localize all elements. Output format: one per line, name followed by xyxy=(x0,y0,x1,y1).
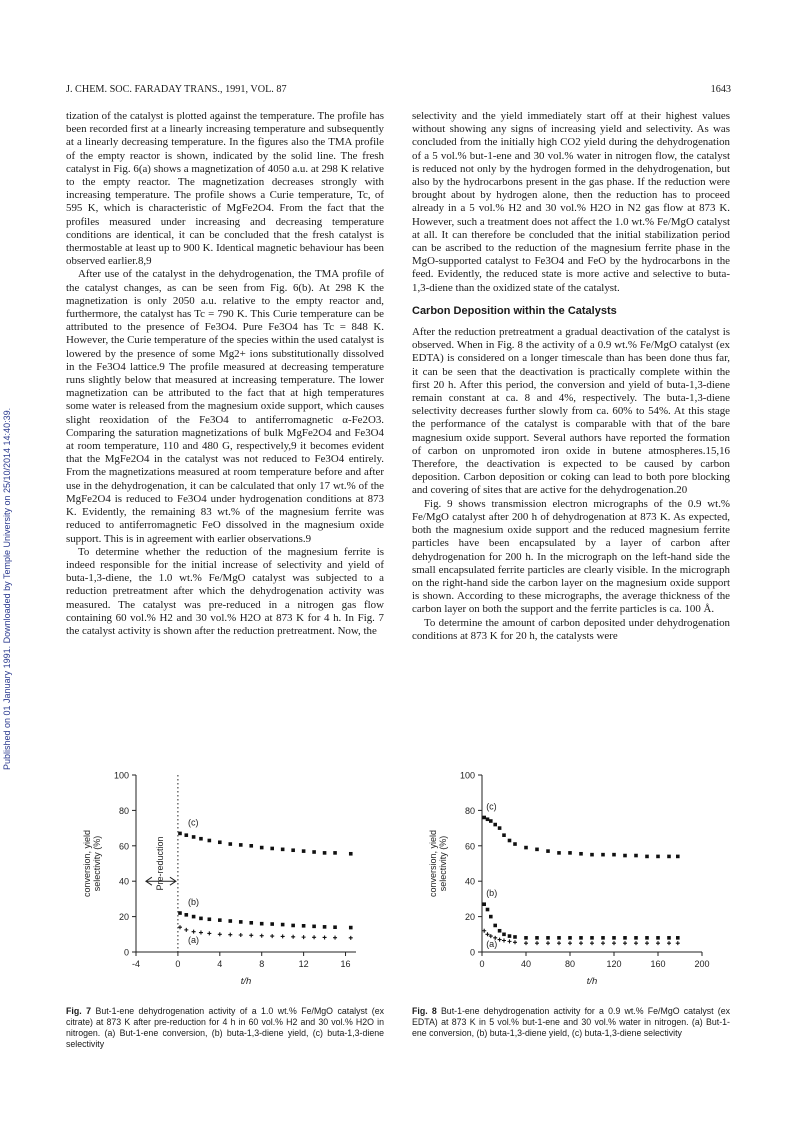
data-point xyxy=(557,851,561,855)
data-point xyxy=(333,936,337,940)
figure-8-chart xyxy=(412,765,730,1003)
caption-label: Fig. 8 xyxy=(412,1006,437,1016)
data-point xyxy=(349,926,353,930)
data-point xyxy=(590,936,594,940)
paragraph: To determine the amount of carbon deposited under dehydrogenation conditions at 873 K for 20 h, the catalysts were xyxy=(412,616,730,642)
data-point xyxy=(184,928,188,932)
data-point xyxy=(208,917,212,921)
data-point xyxy=(513,842,517,846)
section-heading: Carbon Deposition within the Catalysts xyxy=(412,304,617,317)
x-tick-label: 0 xyxy=(479,959,485,969)
data-point xyxy=(645,941,649,945)
paragraph: tization of the catalyst is plotted against the temperature. The profile has been recorded first at a linearly increasing temperature and subsequently at a linearly decreasing temperature. In the figures also the TMA profile of the empty reactor is shown, indicated by the solid line. The fresh catalyst in Fig. 6(a) shows a magnetization of 4050 a.u. at 298 K relative to the empty reactor. The magnetization decreases strongly with increasing temperature. The profile shows a Curie temperature, Tc, of 595 K, which is characteristic of MgFe2O4. From the fact that the profiles measured under increasing and decreasing temperature conditions are identical, it can be concluded that the fresh catalyst is thermostable at least up to 900 K. Identical magnetic behaviour has been observed earlier.8,9 xyxy=(66,110,384,268)
data-point xyxy=(302,924,306,928)
data-point xyxy=(623,854,627,858)
data-point xyxy=(260,934,264,938)
paragraph: To determine whether the reduction of the magnesium ferrite is indeed responsible for the initial increase of selectivity and yield of buta-1,3-diene, the 1.0 wt.% Fe/MgO catalyst was subjected to a reduction pretreatment after which the dehydrogenation activity was measured. The catalyst was pre-reduced in a nitrogen gas flow containing 60 vol.% H2 and 30 vol.% H2O at 873 K for 4 h. In Fig. 7 the catalyst activity is shown after the reduction pretreatment. Now, the xyxy=(66,545,384,637)
data-point xyxy=(579,936,583,940)
data-point xyxy=(535,848,539,852)
data-point xyxy=(676,936,680,940)
data-point xyxy=(656,855,660,859)
series-label: (a) xyxy=(486,938,498,949)
data-point xyxy=(502,933,506,937)
data-point xyxy=(568,936,572,940)
data-point xyxy=(302,935,306,939)
data-point xyxy=(524,941,528,945)
data-point xyxy=(260,846,264,850)
x-tick-label: 200 xyxy=(694,959,710,969)
data-point xyxy=(184,833,188,837)
data-point xyxy=(612,941,616,945)
x-tick-label: 160 xyxy=(650,959,666,969)
data-point xyxy=(508,939,512,943)
journal-citation: J. CHEM. SOC. FARADAY TRANS., 1991, VOL. 87 xyxy=(66,84,287,95)
data-point xyxy=(270,922,274,926)
data-point xyxy=(323,925,327,929)
y-tick-label: 0 xyxy=(469,947,475,958)
x-axis-label: t/h xyxy=(240,976,252,987)
data-point xyxy=(239,920,243,924)
data-point xyxy=(557,941,561,945)
data-point xyxy=(590,853,594,857)
y-axis-label: selectivity (%) xyxy=(92,835,102,892)
x-axis-label: t/h xyxy=(586,976,598,987)
y-axis-label: selectivity (%) xyxy=(438,835,448,892)
y-tick-label: 0 xyxy=(123,947,129,958)
figure-8 xyxy=(412,765,730,1003)
y-tick-label: 100 xyxy=(459,770,475,781)
data-point xyxy=(218,918,222,922)
data-point xyxy=(513,940,517,944)
left-column xyxy=(66,110,384,638)
y-tick-label: 80 xyxy=(118,805,129,816)
data-point xyxy=(623,936,627,940)
x-tick-label: 4 xyxy=(217,959,223,969)
y-axis-label: conversion, yield xyxy=(428,829,438,898)
data-point xyxy=(601,941,605,945)
data-point xyxy=(281,848,285,852)
data-point xyxy=(623,941,627,945)
x-tick-label: 16 xyxy=(340,959,351,969)
series-label: (b) xyxy=(188,897,199,908)
data-point xyxy=(270,847,274,851)
data-point xyxy=(634,854,638,858)
x-tick-label: 120 xyxy=(606,959,622,969)
data-point xyxy=(590,941,594,945)
figure-7-chart xyxy=(66,765,384,1003)
data-point xyxy=(281,934,285,938)
data-point xyxy=(498,826,502,830)
data-point xyxy=(524,936,528,940)
data-point xyxy=(239,843,243,847)
data-point xyxy=(524,846,528,850)
data-point xyxy=(546,941,550,945)
data-point xyxy=(333,925,337,929)
data-point xyxy=(546,849,550,853)
data-point xyxy=(192,915,196,919)
series-label: (b) xyxy=(486,888,498,899)
x-tick-label: 8 xyxy=(259,959,265,969)
right-column xyxy=(412,110,730,643)
data-point xyxy=(302,849,306,853)
data-point xyxy=(312,925,316,929)
x-tick-label: 80 xyxy=(564,959,576,969)
x-tick-label: 12 xyxy=(298,959,309,969)
data-point xyxy=(568,851,572,855)
data-point xyxy=(557,936,561,940)
data-point xyxy=(568,941,572,945)
caption-text: But-1-ene dehydrogenation activity of a 1.0 wt.% Fe/MgO catalyst (ex citrate) at 873 K after pre-reduction for 4 h in 60 vol.% H2 and 30 vol.% H2O in nitrogen. (a) But-1-ene conversion, (b) buta-1,3-diene yield, (c) buta-1,3-diene selectivity xyxy=(66,1006,384,1049)
data-point xyxy=(612,936,616,940)
data-point xyxy=(493,823,497,827)
page-number: 1643 xyxy=(710,84,731,95)
data-point xyxy=(667,936,671,940)
series-label: (c) xyxy=(188,817,199,828)
data-point xyxy=(249,844,253,848)
figure-8-caption xyxy=(412,1006,730,1039)
data-point xyxy=(486,908,490,912)
data-point xyxy=(291,935,295,939)
y-axis-label: conversion, yield xyxy=(82,829,92,898)
y-tick-label: 100 xyxy=(113,770,129,781)
data-point xyxy=(667,941,671,945)
data-point xyxy=(498,929,502,933)
data-point xyxy=(498,938,502,942)
data-point xyxy=(502,833,506,837)
data-point xyxy=(535,941,539,945)
data-point xyxy=(612,853,616,857)
data-point xyxy=(291,924,295,928)
data-point xyxy=(291,848,295,852)
caption-label: Fig. 7 xyxy=(66,1006,91,1016)
x-tick-label: 40 xyxy=(520,959,532,969)
data-point xyxy=(178,925,182,929)
y-tick-label: 80 xyxy=(464,805,475,816)
data-point xyxy=(579,852,583,856)
data-point xyxy=(260,922,264,926)
paragraph: After use of the catalyst in the dehydrogenation, the TMA profile of the catalyst changes, as can be seen from Fig. 6(b). At 298 K the magnetization is only 2050 a.u. relative to the empty reactor and, furthermore, the catalyst has Tc = 790 K. This Curie temperature can be attributed to the presence of Fe3O4. Pure Fe3O4 has Tc = 848 K. However, the Curie temperature of the species within the used catalyst is lowered by the presence of some Mg2+ ions substitutionally dissolved in the Fe3O4 lattice.9 The profile measured at decreasing temperature runs slightly below that measured at increasing temperature. The lower magnetization can be attributed to the fact that at high temperatures some water is released from the magnesium oxide support, which causes slight reoxidation of the Fe3O4 to antiferromagnetic α-Fe2O3. Comparing the saturation magnetizations of bulk MgFe2O4 and Fe3O4 at room temperature, 110 and 480 G, respectively,9 it becomes evident that the MgFe2O4 in the catalyst was not reduced to Fe3O4 entirely. From the magnetizations measured at room temperature before and after use in the dehydrogenation, it can be calculated that only 17 wt.% of the MgFe2O4 is reduced to Fe3O4 under hydrogenation conditions at 873 K. Evidently, the remaining 83 wt.% of the magnesium ferrite was reduced to antiferromagnetic FeO dissolved in the magnesium oxide support. This is in agreement with earlier observations.9 xyxy=(66,268,384,545)
data-point xyxy=(601,936,605,940)
pre-reduction-label: Pre-reduction xyxy=(154,836,165,891)
data-point xyxy=(482,929,486,933)
y-tick-label: 60 xyxy=(118,841,129,852)
data-point xyxy=(634,936,638,940)
data-point xyxy=(634,941,638,945)
y-tick-label: 20 xyxy=(118,912,129,923)
series-label: (a) xyxy=(188,935,199,946)
data-point xyxy=(645,855,649,859)
data-point xyxy=(178,911,182,915)
data-point xyxy=(323,851,327,855)
paragraph: Fig. 9 shows transmission electron micrographs of the 0.9 wt.% Fe/MgO catalyst after 200 h of dehydrogenation at 873 K. As expected, both the magnesium oxide support and the reduced magnesium ferrite particles have been encapsulated by a layer of carbon after dehydrogenation for 200 h. In the micrograph on the left-hand side the small encapsulated ferrite particles are clearly visible. In the micrograph on the right-hand side the carbon layer on the magnesium oxide support is shown. According to these micrographs, the average thickness of the carbon layer on both the support and the ferrite particles is ca. 100 Å. xyxy=(412,497,730,616)
data-point xyxy=(513,935,517,939)
data-point xyxy=(349,936,353,940)
data-point xyxy=(208,839,212,843)
data-point xyxy=(482,816,486,820)
data-point xyxy=(349,852,353,856)
data-point xyxy=(333,851,337,855)
y-tick-label: 20 xyxy=(464,912,475,923)
data-point xyxy=(656,936,660,940)
data-point xyxy=(178,832,182,836)
data-point xyxy=(281,923,285,927)
data-point xyxy=(676,855,680,859)
data-point xyxy=(493,924,497,928)
data-point xyxy=(199,917,203,921)
data-point xyxy=(270,934,274,938)
data-point xyxy=(192,930,196,934)
data-point xyxy=(489,819,493,823)
data-point xyxy=(482,902,486,906)
data-point xyxy=(645,936,649,940)
data-point xyxy=(535,936,539,940)
data-point xyxy=(502,938,506,942)
data-point xyxy=(228,842,232,846)
data-point xyxy=(199,837,203,841)
data-point xyxy=(249,921,253,925)
data-point xyxy=(667,855,671,859)
data-point xyxy=(579,941,583,945)
download-notice: Published on 01 January 1991. Downloaded by Temple University on 25/10/2014 14:40:39. xyxy=(2,407,12,770)
caption-text: But-1-ene dehydrogenation activity for a 0.9 wt.% Fe/MgO catalyst (ex EDTA) at 873 K in 5 vol.% but-1-ene and 30 vol.% water in nitrogen. (a) But-1-ene conversion, (b) buta-1,3-diene yield, (c) buta-1,3-diene selectivity xyxy=(412,1006,730,1038)
data-point xyxy=(218,932,222,936)
data-point xyxy=(199,931,203,935)
data-point xyxy=(508,934,512,938)
running-header xyxy=(66,84,731,98)
data-point xyxy=(228,933,232,937)
data-point xyxy=(489,915,493,919)
paragraph: After the reduction pretreatment a gradual deactivation of the catalyst is observed. When in Fig. 8 the activity of a 0.9 wt.% Fe/MgO catalyst (ex EDTA) is considered on a longer timescale than has been done thus far, it can be seen that the deactivation is practically complete within the first 20 h. After this period, the conversion and yield of buta-1,3-diene remain constant at ca. 8 and 4%, respectively. The buta-1,3-diene selectivity decreases further slowly from ca. 60% to 54%. At this stage the performance of the catalyst is comparable with that of the bare magnesium oxide support. Several authors have reported the formation of carbon on unpromoted iron oxide in butene atmospheres.15,16 Therefore, the deactivation is expected to be caused by carbon deposition. Carbon deposition or coking can lead to both pore blocking and covering of sites that are active for the dehydrogenation.20 xyxy=(412,326,730,497)
data-point xyxy=(218,840,222,844)
y-tick-label: 40 xyxy=(118,876,129,887)
data-point xyxy=(323,935,327,939)
series-label: (c) xyxy=(486,801,497,812)
data-point xyxy=(601,853,605,857)
data-point xyxy=(184,913,188,917)
data-point xyxy=(508,839,512,843)
figure-7-caption xyxy=(66,1006,384,1050)
data-point xyxy=(486,817,490,821)
data-point xyxy=(228,919,232,923)
data-point xyxy=(249,933,253,937)
data-point xyxy=(312,850,316,854)
data-point xyxy=(207,931,211,935)
data-point xyxy=(676,941,680,945)
x-tick-label: -4 xyxy=(131,959,141,969)
data-point xyxy=(546,936,550,940)
figure-7 xyxy=(66,765,384,1003)
y-tick-label: 40 xyxy=(464,876,475,887)
paragraph: selectivity and the yield immediately start off at their highest values without showing any signs of increasing yield and selectivity. As was concluded from the initially high CO2 yield during the dehydrogenation of a 5 vol.% but-1-ene and 30 vol.% water in nitrogen flow, the catalyst is reduced not only by the hydrogen formed in the dehydrogenation, but also by the hydrocarbons present in the gas phase. If the reduction were brought about by hydrogen alone, then the reduction has to proceed already in a 5 vol.% H2 and 30 vol.% H2O in N2 gas flow at 873 K. However, such a treatment does not affect the 1.0 wt.% Fe/MgO catalyst at all. It can therefore be concluded that the initial stabilization period can be ascribed to the reduction of the magnesium ferrite phase in the MgO-supported catalyst to Fe3O4 and FeO by the hydrocarbons in the feed. Evidently, the reduced state is more active and selective to buta-1,3-diene than the oxidized state of the catalyst. xyxy=(412,110,730,294)
data-point xyxy=(656,941,660,945)
x-tick-label: 0 xyxy=(175,959,181,969)
data-point xyxy=(239,933,243,937)
data-point xyxy=(192,835,196,839)
data-point xyxy=(312,935,316,939)
y-tick-label: 60 xyxy=(464,841,475,852)
